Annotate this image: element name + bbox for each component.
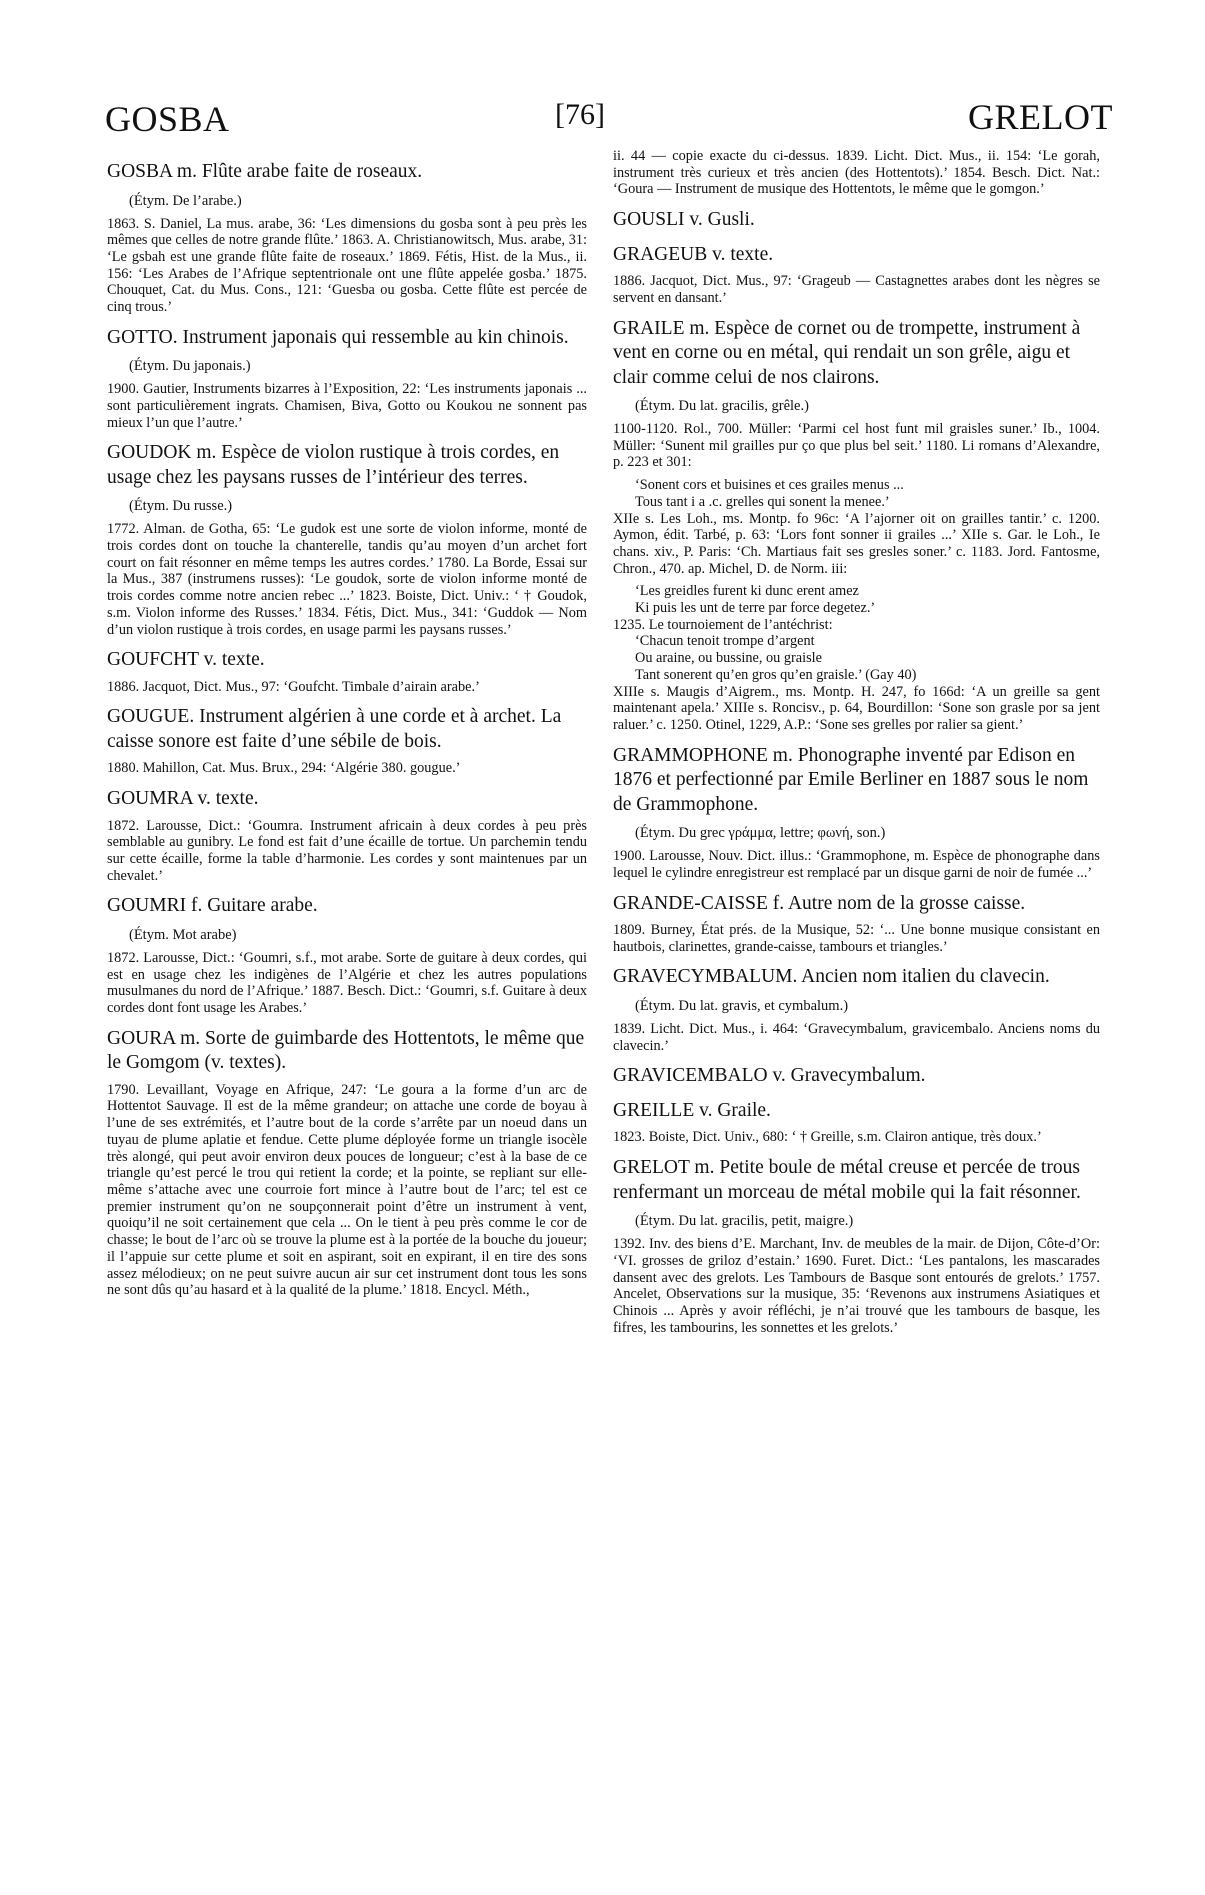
definition: GRANDE-CAISSE f. Autre nom de la grosse caisse. [613, 892, 1026, 914]
definition: GRAMMOPHONE m. Phonographe inventé par Edison en 1876 et perfectionné par Emile Berliner en 1887 sous le nom de Grammophone. [613, 744, 1089, 815]
etymology: (Étym. Du grec γράμμα, lettre; φωνή, son.) [635, 825, 886, 842]
entry-goumra [107, 787, 587, 884]
citation: 1392. Inv. des biens d’E. Marchant, Inv. de meubles de la mair. de Dijon, Côte-d’Or: ‘VI. grosses de griloz d’estain.’ 1690. Furet. Dict.: ‘Les pantalons, les mascarades dansent avec des grelots. Les Tambours de Basque sont entourés de grelots.’ 1757. Ancelet, Observations sur la musique, 35: ‘Revenons aux instrumens Asiatiques et Chinois ... Après y avoir réfléchi, je n’ai trouvé que les tambours de basque, les fifres, les tambourins, les sonnettes et les grelots.’ [613, 1236, 1100, 1336]
entry-gosba [107, 160, 587, 316]
citation: 1872. Larousse, Dict.: ‘Goumra. Instrument africain à deux cordes à peu près semblable au gunibry. Le fond est fait d’une écaille de tortue. Un parchemin tendu sur cette écaille, forme la table d’harmonie. Les cordes y sont maintenues par un chevalet.’ [107, 817, 587, 884]
definition: GOTTO. Instrument japonais qui ressemble au kin chinois. [107, 326, 569, 348]
verse-line: Ki puis les unt de terre par force degetez.’ [635, 600, 876, 617]
definition: GOURA m. Sorte de guimbarde des Hottentots, le même que le Gomgom (v. textes). [107, 1027, 585, 1074]
page-number: [76] [555, 98, 605, 131]
entry-greille [613, 1099, 1100, 1146]
entry-goumri [107, 894, 587, 1016]
definition: GOUMRA v. texte. [107, 788, 259, 810]
citation: XIIe s. Les Loh., ms. Montp. fo 96c: ‘A l’ajorner oit on grailles tantir.’ c. 1200. Aymon, édit. Tarbé, p. 63: ‘Lors font sonner ii grailes ...’ XIIe s. Gar. le Loh., Ie chans. xiv., P. Paris: ‘Ch. Martiaus fait ses gresles soner.’ c. 1183. Jord. Fantosme, Chron., 470. ap. Michel, D. de Norm. iii: [613, 510, 1100, 577]
entry-grammophone [613, 744, 1100, 882]
definition: GOUDOK m. Espèce de violon rustique à trois cordes, en usage chez les paysans russes de l’intérieur des terres. [107, 442, 560, 488]
definition: GRAVECYMBALUM. Ancien nom italien du clavecin. [613, 966, 1050, 988]
verse-line: Tous tant i a .c. grelles qui sonent la menee.’ [635, 493, 890, 510]
citation: 1886. Jacquot, Dict. Mus., 97: ‘Goufcht. Timbale d’airain arabe.’ [107, 678, 480, 695]
entry-graile [613, 317, 1100, 734]
citation: 1839. Licht. Dict. Mus., i. 464: ‘Gravecymbalum, gravicembalo. Anciens noms du clavecin.’ [613, 1020, 1100, 1054]
definition: GREILLE v. Graile. [613, 1099, 771, 1121]
verse-line: Ou araine, ou bussine, ou graisle [635, 650, 823, 667]
definition: GOUFCHT v. texte. [107, 649, 265, 671]
citation: 1809. Burney, État prés. de la Musique, 52: ‘... Une bonne musique consistant en hautbois, clarinettes, grande-caisse, tambours et triangles.’ [613, 922, 1100, 955]
citation: 1900. Gautier, Instruments bizarres à l’Exposition, 22: ‘Les instruments japonais ... sont particulièrement ingrats. Chamisen, Biva, Gotto ou Koukou ne sonnent pas mieux l’un que l’autre.’ [107, 381, 587, 431]
etymology: (Étym. De l’arabe.) [129, 192, 242, 209]
citation: 1863. S. Daniel, La mus. arabe, 36: ‘Les dimensions du gosba sont à peu près les mêmes que celles de notre grande flûte.’ 1863. A. Christianowitsch, Mus. arabe, 31: ‘Le gsbah est une grande flûte faite de roseaux.’ 1869. Fétis, Hist. de la Mus., ii. 156: ‘Les Arabes de l’Afrique septentrionale ont une flûte appelée gosba.’ 1875. Chouquet, Cat. du Mus. Cons., 121: ‘Guesba ou gosba. Cette flûte est percée de cinq trous.’ [107, 215, 587, 316]
citation: 1790. Levaillant, Voyage en Afrique, 247: ‘Le goura a la forme d’un arc de Hottentot Sauvage. Il est de la même grandeur; on attache une corde de boyau à l’une de ses extrémités, et l’autre bout de la corde s’arrête par un noeud dans un tuyau de plume aplatie et fendue. Cette plume déployée forme un triangle isocèle très alongé, qui peut avoir environ deux pouces de longueur; c’est à la base de ce triangle qu’est percé le trou qui retient la corde; et la pointe, se repliant sur elle-même s’attache avec une courroie fort mince à l’autre bout de l’arc; tel est ce premier instrument qu’on ne soupçonnerait point d’être un instrument à vent, quoiqu’il ne soit certainement que cela ... On le tient à peu près comme le cor de chasse; le bout de l’arc où se trouve la plume est à la portée de la bouche du joueur; il l’appuie sur cette plume et soit en aspirant, soit en expirant, il en tire des sons assez mélodieux; on ne peut suivre aucun air sur cet instrument dont tous les sons ne sont dûs qu’au hasard et à la qualité de la plume.’ 1818. Encycl. Méth., [107, 1081, 587, 1299]
etymology: (Étym. Mot arabe) [129, 926, 237, 943]
etymology: (Étym. Du lat. gracilis, grêle.) [635, 398, 809, 415]
verse-line: ‘Les greidles furent ki dunc erent amez [635, 583, 859, 600]
verse-line: ‘Sonent cors et buisines et ces grailes menus ... [635, 477, 904, 494]
citation: 1880. Mahillon, Cat. Mus. Brux., 294: ‘Algérie 380. gougue.’ [107, 760, 461, 777]
entry-gotto [107, 326, 587, 432]
definition: GOUGUE. Instrument algérien à une corde et à archet. La caisse sonore est faite d’une sébile de bois. [107, 706, 562, 752]
citation: 1900. Larousse, Nouv. Dict. illus.: ‘Grammophone, m. Espèce de phonographe dans lequel le cylindre enregistreur est remplacé par un disque garni de noir de fumée ...’ [613, 848, 1100, 881]
right-column [613, 148, 1100, 1346]
etymology: (Étym. Du lat. gracilis, petit, maigre.) [635, 1213, 854, 1230]
definition: GRELOT m. Petite boule de métal creuse et percée de trous renfermant un morceau de métal mobile qui la fait résonner. [613, 1157, 1081, 1203]
verse-line: ‘Chacun tenoit trompe d’argent [635, 633, 815, 650]
entry-goufcht [107, 648, 587, 695]
entry-goura [107, 1027, 587, 1299]
entry-grageub [613, 243, 1100, 307]
definition: GOSBA m. Flûte arabe faite de roseaux. [107, 161, 423, 182]
citation: 1823. Boiste, Dict. Univ., 680: ‘ † Greille, s.m. Clairon antique, très doux.’ [613, 1129, 1042, 1146]
citation: 1886. Jacquot, Dict. Mus., 97: ‘Grageub — Castagnettes arabes dont les nègres se servent en dansant.’ [613, 273, 1100, 306]
running-head-right: GRELOT [968, 97, 1113, 137]
running-head-left: GOSBA [105, 99, 230, 139]
etymology: (Étym. Du russe.) [129, 498, 233, 515]
entry-goudok [107, 441, 587, 638]
entry-grande-caisse [613, 892, 1100, 956]
left-column [107, 150, 587, 1309]
etymology: (Étym. Du lat. gravis, et cymbalum.) [635, 997, 849, 1014]
entry-grelot [613, 1156, 1100, 1336]
citation: XIIIe s. Maugis d’Aigrem., ms. Montp. H. 247, fo 166d: ‘A un greille sa gent maintenant apela.’ XIIIe s. Roncisv., p. 64, Bourdillon: ‘Sone son grasle por sa jent raluer.’ c. 1250. Otinel, 1229, A.P.: ‘Sone ses grelles por ralier sa gient.’ [613, 683, 1100, 733]
etymology: (Étym. Du japonais.) [129, 358, 251, 375]
citation: 1872. Larousse, Dict.: ‘Goumri, s.f., mot arabe. Sorte de guitare à deux cordes, qui est en usage chez les indigènes de l’Algérie et chez les autres populations musulmanes du nord de l’Afrique.’ 1887. Besch. Dict.: ‘Goumri, s.f. Guitare à deux cordes dont font usage les Arabes.’ [107, 949, 587, 1017]
definition: GRAGEUB v. texte. [613, 243, 774, 265]
citation: 1235. Le tournoiement de l’antéchrist: [613, 616, 833, 633]
definition: GRAILE m. Espèce de cornet ou de trompette, instrument à vent en corne ou en métal, qui rendait un son grêle, aigu et clair comme celui de nos clairons. [613, 317, 1081, 388]
definition: GOUMRI f. Guitare arabe. [107, 895, 318, 917]
citation-continued: ii. 44 — copie exacte du ci-dessus. 1839. Licht. Dict. Mus., ii. 154: ‘Le gorah, instrument très curieux et très ancien (des Hottentots).’ 1854. Besch. Dict. Nat.: ‘Goura — Instrument de musique des Hottentots, le même que le gomgon.’ [613, 148, 1100, 198]
verse-line: Tant sonerent qu’en gros qu’en graisle.’ (Gay 40) [635, 666, 917, 683]
entry-gousli [613, 208, 1100, 233]
citation: 1772. Alman. de Gotha, 65: ‘Le gudok est une sorte de violon informe, monté de trois cordes dont on touche la chanterelle, tandis qu’au moyen d’un archet fort court on fait résonner en même temps les autres cordes.’ 1780. La Borde, Essai sur la Mus., 387 (instrumens russes): ‘Le goudok, sorte de violon informe monté de trois cordes comme notre ancien rebec ...’ 1823. Boiste, Dict. Univ.: ‘ † Goudok, s.m. Violon informe des Russes.’ 1834. Fétis, Dict. Mus., 341: ‘Guddok — Nom d’un violon rustique à trois cordes, en usage parmi les paysans russes.’ [107, 521, 587, 638]
citation: 1100-1120. Rol., 700. Müller: ‘Parmi cel host funt mil graisles suner.’ Ib., 1004. Müller: ‘Sunent mil grailles pur ço que plus bel seit.’ 1180. Li romans d’Alexandre, p. 223 et 301: [613, 421, 1100, 471]
entry-gravecymbalum [613, 965, 1100, 1054]
entry-gravicembalo [613, 1064, 1100, 1089]
definition: GOUSLI v. Gusli. [613, 209, 755, 231]
definition: GRAVICEMBALO v. Gravecymbalum. [613, 1065, 926, 1087]
entry-gougue [107, 705, 587, 777]
